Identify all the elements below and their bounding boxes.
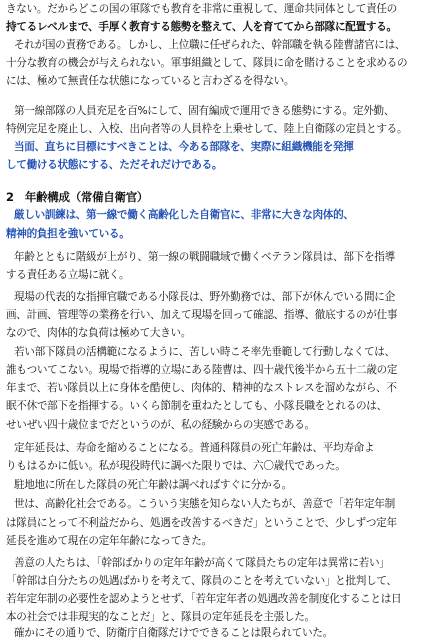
text-line: 第一線部隊の人員充足を百%にして、固有編成で運用できる態勢にする。定外勤、 bbox=[14, 105, 395, 117]
text-line: 駐地地に所在した隊員の死亡年齢は調べればすぐに分かる。 bbox=[14, 479, 292, 491]
text-line: 厳しい訓練は、第一線で働く高齢化した自衛官に、非常に大きな肉体的、 bbox=[14, 209, 354, 221]
text-line: 現場の代表的な指揮官職である小隊長は、野外勤務では、部下が休んでいる間に企 bbox=[14, 291, 395, 303]
text-line: 世は、高齢化社会である。こういう実態を知らない人たちが、善意で「若年定年制 bbox=[14, 498, 395, 510]
text-line: する責任ある立場に就く。 bbox=[6, 269, 130, 281]
text-line: 特例完足を廃止し、入校、出向者等の人員枠を上乗せして、陸上自衛隊の定員とする。 bbox=[6, 123, 408, 135]
text-line: 延長を進めて現在の定年年齢になってきた。 bbox=[6, 535, 212, 547]
text-line: は隊員にとって不利益だから、処遇を改善するべきだ」ということで、少しずつ定年 bbox=[6, 517, 397, 529]
text-line: 十分な教育の機会が与えられない。軍事組織として、隊員に命を賭けることを求めるの bbox=[6, 57, 408, 69]
text-line: 持てるレベルまで、手厚く教育する態勢を整えて、人を育ててから部隊に配置する。 bbox=[6, 21, 397, 33]
text-line: それが国の責務である。しかし、上位職に任ぜられた、幹部職を執る陸曹諸官には、 bbox=[14, 39, 406, 51]
text-line: 若年定年制の必要性を認めようとせず、「若年定年者の処遇改善を制度化することは日 bbox=[6, 593, 402, 605]
text-line: 定年延長は、寿命を縮めることになる。普通科隊員の死亡年齢は、平均寿命よ bbox=[14, 442, 375, 454]
text-line: きない。だからどこの国の軍隊でも教育を非常に重視して、運命共同体として責任の bbox=[6, 3, 397, 15]
text-line: 精神的負担を強いている。 bbox=[6, 228, 130, 240]
text-line: 画、計画、管理等の業務を行い、加えて現場を回って確認、指導、徹底するのが仕事 bbox=[6, 309, 398, 321]
text-line: 年まで、若い隊員以上に身体を酷使し、肉体的、精神的なストレスを溜めながら、不 bbox=[6, 382, 397, 394]
text-line: 本の社会では非現実的なことだ」と、隊員の定年延長を主張した。 bbox=[6, 611, 315, 623]
text-line: 若い部下隊員の活構範になるように、苦しい時こそ率先垂範して行動しなくては、 bbox=[14, 346, 395, 358]
text-line: 眠不休で部下を指揮する。いくら節制を重ねたとしても、小隊長職をとれるのは、 bbox=[6, 400, 387, 412]
text-line: して働ける状態にする、ただそれだけである。 bbox=[6, 159, 223, 171]
section-heading: 2 年齢構成（常備自衛官） bbox=[6, 190, 149, 204]
text-line: 善意の人たちは、「幹部ばかりの定年年齢が高くて隊員たちの定年は異常に若い」 bbox=[14, 557, 390, 569]
text-line: 「幹部は自分たちの処遇ばかりを考えて、隊員のことを考えていない」と批判して、 bbox=[6, 575, 397, 587]
text-line: せいぜい四十歳位までだというのが、私の経験からの実感である。 bbox=[6, 419, 315, 431]
text-line: 当面、直ちに目標にすべきことは、今ある部隊を、実際に組織機能を発揮 bbox=[14, 141, 354, 153]
text-line: 確かにその通りで、防衛庁自衛隊だけでできることは限られていた。 bbox=[14, 627, 333, 639]
text-line: なので、肉体的な負荷は極めて大きい。 bbox=[6, 327, 192, 339]
text-line: りもはるかに低い。私が現役時代に調べた限りでは、六〇歳代であった。 bbox=[6, 460, 346, 472]
text-line: 年齢とともに階級が上がり、第一線の戦闘職域で働くベテラン隊員は、部下を指導 bbox=[14, 251, 395, 263]
text-line: 誰もついてこない。現場で指導的立場にある陸曹は、四十歳代後半から五十二歳の定 bbox=[6, 364, 398, 376]
text-line: には、極めて無責任な状態になっていると言わざるを得ない。 bbox=[6, 75, 295, 87]
